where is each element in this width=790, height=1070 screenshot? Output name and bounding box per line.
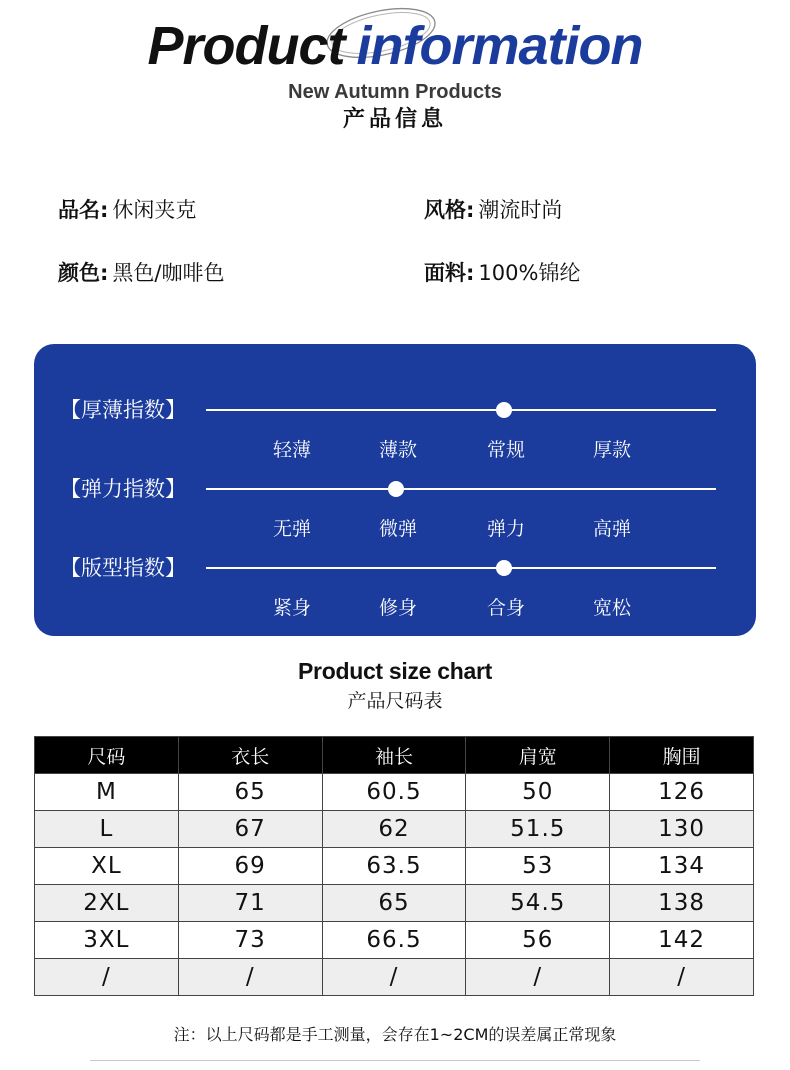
- table-cell: 67: [178, 811, 322, 848]
- table-cell: 54.5: [466, 885, 610, 922]
- index-option: 薄款: [378, 439, 417, 461]
- page-title-cn: 产品信息: [342, 107, 447, 132]
- attribute-value: 黑色/咖啡色: [112, 261, 225, 285]
- table-cell: 56: [466, 922, 610, 959]
- index-label: 【厚薄指数】: [60, 398, 186, 422]
- measurement-note: 注：以上尺码都是手工测量，会存在1~2CM的误差属正常现象: [173, 1025, 617, 1044]
- attribute-label: 品名: [58, 198, 100, 222]
- table-row: [35, 848, 754, 885]
- table-cell: 63.5: [322, 848, 466, 885]
- attribute-separator: :: [466, 261, 475, 285]
- index-option: 无弹: [272, 518, 311, 540]
- table-cell: /: [178, 959, 322, 996]
- table-header-row: [35, 737, 754, 774]
- attribute-style: [424, 196, 562, 224]
- table-cell: L: [35, 811, 179, 848]
- table-cell: XL: [35, 848, 179, 885]
- table-row: [35, 959, 754, 996]
- table-cell: 130: [610, 811, 754, 848]
- table-cell: /: [610, 959, 754, 996]
- column-header: 胸围: [610, 737, 754, 774]
- table-cell: 62: [322, 811, 466, 848]
- index-label: 【版型指数】: [60, 556, 186, 580]
- table-cell: 53: [466, 848, 610, 885]
- attribute-value: 100%锦纶: [478, 261, 581, 285]
- index-option: 厚款: [592, 439, 631, 461]
- column-header: 肩宽: [466, 737, 610, 774]
- index-row-thickness: [34, 396, 756, 461]
- table-row: [35, 774, 754, 811]
- table-cell: 3XL: [35, 922, 179, 959]
- index-marker: [388, 481, 404, 497]
- attribute-separator: :: [466, 198, 475, 222]
- attribute-color: [58, 259, 224, 287]
- index-scale-line: [206, 409, 716, 411]
- table-cell: 142: [610, 922, 754, 959]
- table-cell: /: [466, 959, 610, 996]
- attribute-separator: :: [100, 261, 109, 285]
- index-option: 弹力: [486, 518, 525, 540]
- index-row-fit: [34, 554, 756, 619]
- index-option: 高弹: [592, 518, 631, 540]
- table-cell: 69: [178, 848, 322, 885]
- index-option: 合身: [486, 597, 525, 619]
- index-row-elasticity: [34, 475, 756, 540]
- title-word-product: Product: [147, 16, 345, 76]
- index-option: 微弹: [378, 518, 417, 540]
- attribute-label: 面料: [424, 261, 466, 285]
- table-cell: 138: [610, 885, 754, 922]
- index-option: 宽松: [592, 597, 631, 619]
- attribute-fabric: [424, 259, 580, 287]
- size-chart-title-cn: 产品尺码表: [347, 690, 443, 712]
- column-header: 袖长: [322, 737, 466, 774]
- attribute-value: 潮流时尚: [478, 198, 563, 222]
- index-option: 常规: [486, 439, 525, 461]
- page-header: [0, 0, 790, 140]
- table-row: [35, 885, 754, 922]
- column-header: 衣长: [178, 737, 322, 774]
- index-option: 修身: [378, 597, 417, 619]
- column-header: 尺码: [35, 737, 179, 774]
- attribute-separator: :: [100, 198, 109, 222]
- table-cell: 60.5: [322, 774, 466, 811]
- index-option: 轻薄: [272, 439, 311, 461]
- table-cell: 2XL: [35, 885, 179, 922]
- size-table: [34, 736, 754, 996]
- index-marker: [496, 560, 512, 576]
- table-row: [35, 922, 754, 959]
- table-cell: 50: [466, 774, 610, 811]
- index-marker: [496, 402, 512, 418]
- attribute-value: 休闲夹克: [112, 198, 197, 222]
- table-row: [35, 811, 754, 848]
- size-chart-title: Product size chart: [298, 658, 492, 684]
- table-cell: 65: [178, 774, 322, 811]
- table-cell: 71: [178, 885, 322, 922]
- table-cell: /: [322, 959, 466, 996]
- table-cell: 73: [178, 922, 322, 959]
- index-scale-line: [206, 567, 716, 569]
- attribute-name: [58, 196, 196, 224]
- attribute-label: 颜色: [58, 261, 100, 285]
- title-word-information: information: [356, 16, 643, 76]
- index-option: 紧身: [272, 597, 311, 619]
- table-cell: 126: [610, 774, 754, 811]
- footer-divider: [90, 1060, 700, 1061]
- page-title: [0, 14, 790, 78]
- index-panel: [34, 344, 756, 636]
- table-cell: 51.5: [466, 811, 610, 848]
- table-cell: 66.5: [322, 922, 466, 959]
- table-cell: 65: [322, 885, 466, 922]
- table-cell: 134: [610, 848, 754, 885]
- table-cell: /: [35, 959, 179, 996]
- index-label: 【弹力指数】: [60, 477, 186, 501]
- page-subtitle: New Autumn Products: [288, 81, 502, 103]
- index-scale-line: [206, 488, 716, 490]
- attribute-label: 风格: [424, 198, 466, 222]
- table-cell: M: [35, 774, 179, 811]
